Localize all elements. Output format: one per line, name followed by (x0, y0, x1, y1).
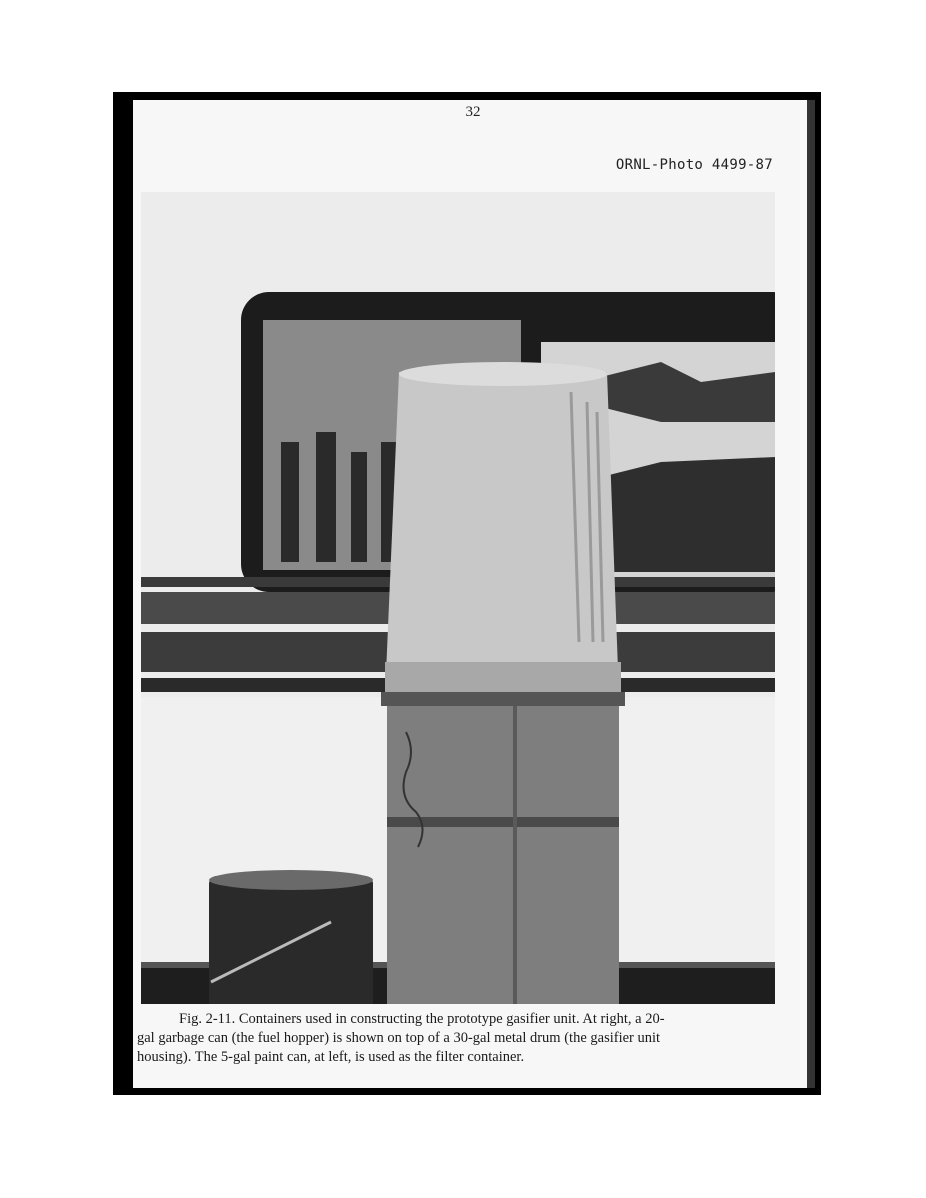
metal-drum (387, 706, 619, 1004)
caption-line-2: gal garbage can (the fuel hopper) is shown on top of a 30-gal metal drum (the gasifier unit (137, 1030, 661, 1046)
containers-photo-illustration (141, 192, 775, 1004)
paint-can (209, 876, 373, 1004)
page-number: 32 (465, 104, 481, 120)
photo-id: ORNL-Photo 4499-87 (615, 157, 773, 173)
caption-line-3: housing). The 5-gal paint can, at left, is used as the filter container. (137, 1049, 525, 1065)
caption-line-1: Fig. 2-11. Containers used in constructing the prototype gasifier unit. At right, a 20- (179, 1011, 665, 1027)
scanned-page (133, 100, 815, 1088)
figure-photograph (141, 192, 775, 1004)
garbage-can (385, 367, 619, 697)
figure-caption (137, 1010, 777, 1067)
scan-edge-shadow (807, 100, 815, 1088)
scanned-page-frame (113, 92, 821, 1095)
